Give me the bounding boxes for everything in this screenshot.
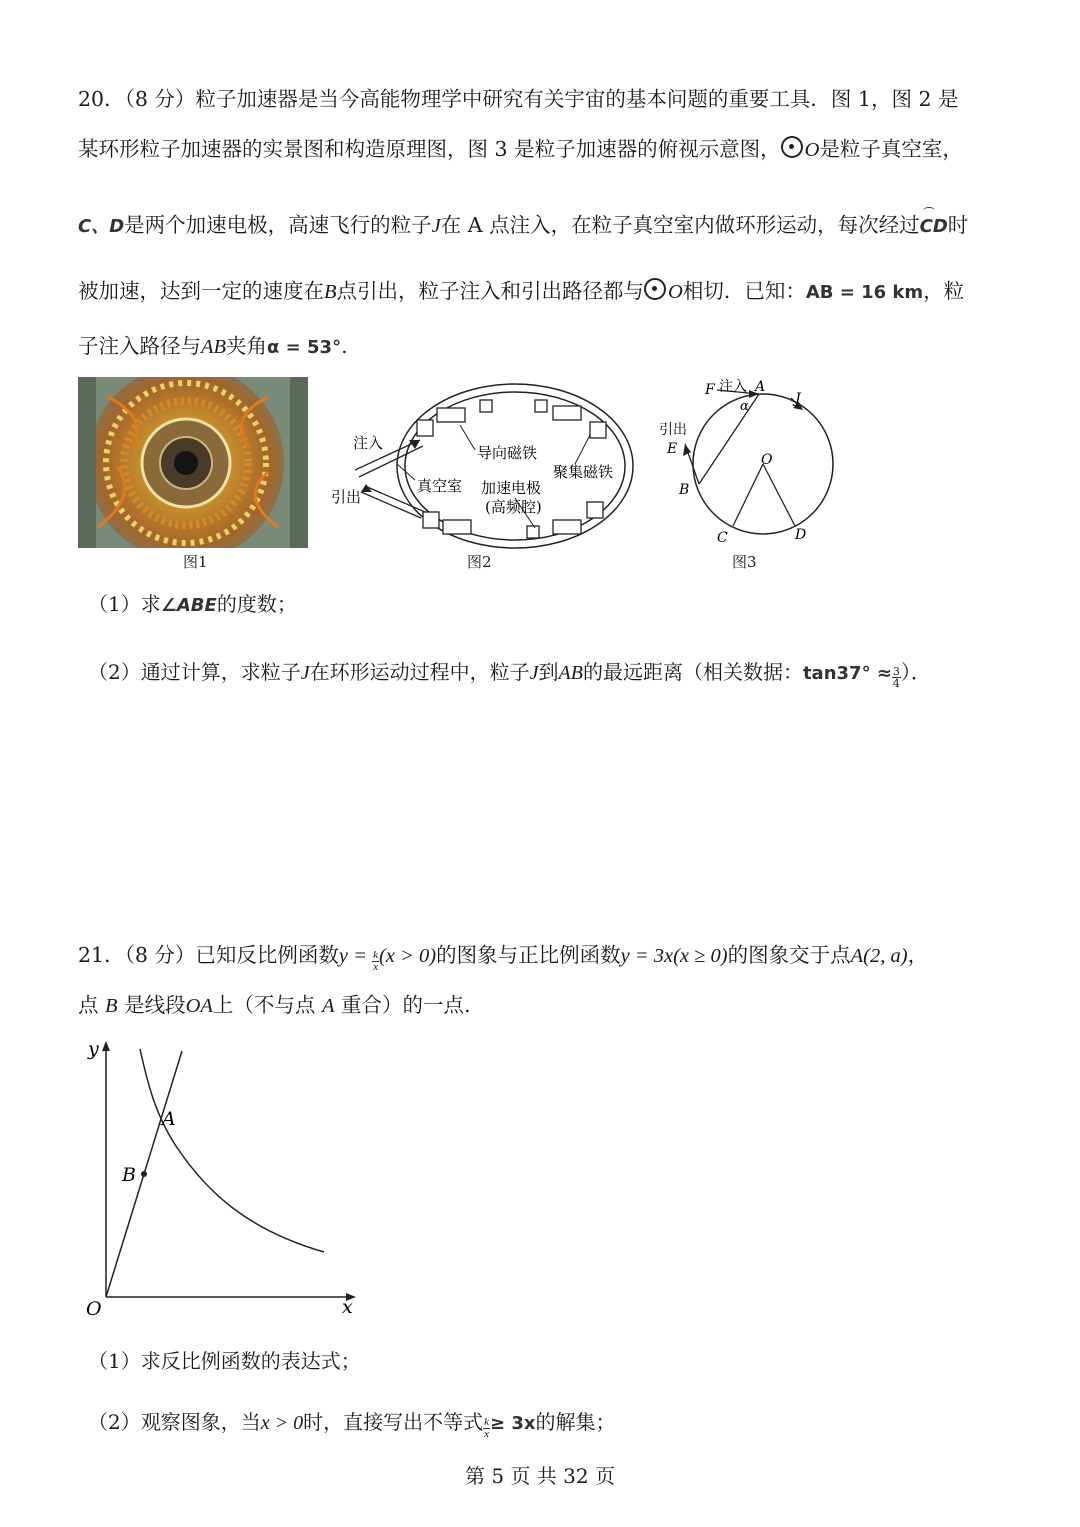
fig2-vacuum-label: 真空室 (417, 477, 463, 495)
q20-sub2-text: 到 (538, 660, 559, 684)
q20-text: 是粒子真空室， (819, 137, 963, 161)
math-j: J (300, 662, 310, 684)
q20-sub-1 (88, 588, 297, 617)
q20-text: 是两个加速电极，高速飞行的粒子 (124, 213, 432, 237)
fig2-electrode-label: 加速电极 (481, 479, 542, 497)
math-oa: OA (185, 995, 213, 1017)
arc-cd: CD (920, 212, 948, 242)
q20-line-4 (78, 276, 964, 308)
q20-line-3 (78, 210, 968, 242)
fig2-focus-magnet-label: 聚集磁铁 (553, 463, 614, 481)
math-cd: C、D (78, 216, 125, 237)
math-j: J (529, 662, 539, 684)
fig3-J: J (795, 391, 801, 407)
q20-text: 时 (947, 213, 969, 237)
q21-number: 21． (78, 943, 125, 967)
math-cond: x > 0 (260, 1412, 304, 1434)
q21-sub1-text: （1）求反比例函数的表达式； (88, 1349, 361, 1373)
math-alpha: α = 53° (267, 337, 342, 358)
q21-text: 是线段 (124, 993, 186, 1017)
frac-den: 4 (892, 677, 900, 690)
q20-text: 某环形粒子加速器的实景图和构造原理图，图 3 是粒子加速器的俯视示意图， (78, 137, 781, 161)
circle-dot-icon (644, 278, 666, 300)
math-a: A (321, 995, 335, 1017)
fraction-k-x (372, 950, 379, 973)
math-ab: AB (558, 662, 583, 684)
q20-text: 子注入路径与 (78, 334, 201, 358)
page-footer: 第 5 页 共 32 页 (465, 1464, 615, 1488)
math-ab-length: AB = 16 km (805, 282, 924, 303)
fig2-guide-magnet-label: 导向磁铁 (477, 444, 538, 462)
circle-label: O (804, 139, 820, 161)
q21-sub2-text: （2）观察图象，当 (88, 1410, 261, 1434)
q20-sub1-text: 的度数； (216, 592, 297, 616)
fig2-freq-label: (高频腔) (485, 498, 542, 516)
graph-origin-label: O (86, 1298, 102, 1320)
q20-text: 在 A 点注入，在粒子真空室内做环形运动，每次经过 (440, 213, 920, 237)
figure-1-caption: 图1 (183, 553, 208, 571)
math-y: y = (338, 945, 373, 967)
graph-point-b-label: B (122, 1164, 136, 1186)
q21-sub-2 (88, 1406, 615, 1440)
frac-num: k (484, 1416, 489, 1428)
circle-dot-icon (781, 136, 803, 158)
figure-2-diagram (325, 380, 640, 555)
math-j: J (431, 215, 441, 237)
q20-text: 点引出，粒子注入和引出路径都与 (336, 279, 645, 303)
fig2-extract-label: 引出 (331, 488, 362, 506)
q20-sub2-text: （2）通过计算，求粒子 (88, 660, 301, 684)
q21-sub-1 (88, 1345, 361, 1374)
q20-line-5 (78, 331, 348, 363)
q21-sub2-text: 的解集； (535, 1410, 616, 1434)
function-graph (78, 1035, 378, 1325)
graph-x-label: x (342, 1296, 353, 1318)
fig3-O: O (761, 452, 773, 468)
q20-text: 夹角 (226, 334, 268, 358)
q20-sub2-text: ）． (900, 660, 931, 684)
figure-3-diagram (655, 374, 845, 554)
fig3-inject: 注入 (719, 379, 747, 395)
q21-text: 的图象交于点 (727, 943, 851, 967)
q21-text: 点 (78, 993, 99, 1017)
fig3-F: F (705, 382, 715, 398)
q21-score: （8 分） (124, 943, 196, 967)
math-linear: y = 3x(x ≥ 0) (620, 945, 728, 967)
q21-line-1 (78, 940, 928, 973)
q20-text: ，粒 (923, 279, 965, 303)
circle-label: O (668, 281, 683, 303)
frac-num: 3 (892, 665, 900, 678)
q20-sub2-text: 的最远距离（相关数据： (582, 660, 803, 684)
math-cond: (x > 0) (378, 945, 437, 967)
math-b: B (105, 995, 118, 1017)
q20-number: 20． (78, 87, 125, 111)
fig3-B: B (679, 482, 690, 498)
fig3-D: D (795, 527, 807, 543)
q20-line-1 (78, 84, 959, 114)
math-point-a: A(2, a) (850, 945, 908, 967)
fraction-3-4 (892, 666, 901, 689)
q20-score: （8 分） (124, 87, 196, 111)
q20-text: 相切．已知： (682, 279, 806, 303)
fig3-alpha: α (740, 399, 749, 414)
frac-num: k (373, 949, 378, 961)
q20-sub-2 (88, 656, 931, 689)
q21-text: 已知反比例函数 (195, 943, 339, 967)
fig2-inject-label: 注入 (353, 434, 384, 452)
q20-text: . (341, 334, 348, 358)
q21-text: 上（不与点 (212, 993, 316, 1017)
q21-text: 重合）的一点. (341, 993, 471, 1017)
frac-den: x (484, 1428, 489, 1440)
q20-line-2 (78, 134, 963, 165)
fig3-C: C (717, 530, 728, 546)
figure-1-photo (78, 377, 308, 548)
q21-text: 的图象与正比例函数 (436, 943, 621, 967)
q21-line-2 (78, 990, 471, 1021)
figure-3-caption: 图3 (732, 553, 757, 571)
math-b: B (324, 281, 337, 303)
fig3-E: E (667, 441, 678, 457)
graph-point-a-label: A (162, 1108, 176, 1130)
q21-sub2-text: 时，直接写出不等式 (303, 1410, 484, 1434)
fig3-A: A (755, 379, 766, 395)
fig3-extract: 引出 (659, 422, 687, 438)
math-inequality: ≥ 3x (490, 1413, 536, 1434)
math-tan: tan37° ≈ (802, 663, 892, 684)
q20-text: 被加速，达到一定的速度在 (78, 279, 324, 303)
q20-sub2-text: 在环形运动过程中，粒子 (309, 660, 530, 684)
q20-sub1-text: （1）求 (88, 592, 161, 616)
math-angle-abe: ∠ABE (160, 595, 217, 616)
figure-2-caption: 图2 (467, 553, 492, 571)
fraction-k-x (483, 1417, 490, 1440)
graph-y-label: y (88, 1038, 99, 1060)
frac-den: x (373, 961, 378, 973)
q20-text: 粒子加速器是当今高能物理学中研究有关宇宙的基本问题的重要工具．图 1，图 2 是 (195, 87, 959, 111)
q21-text: ， (907, 943, 929, 967)
math-ab: AB (201, 336, 227, 358)
